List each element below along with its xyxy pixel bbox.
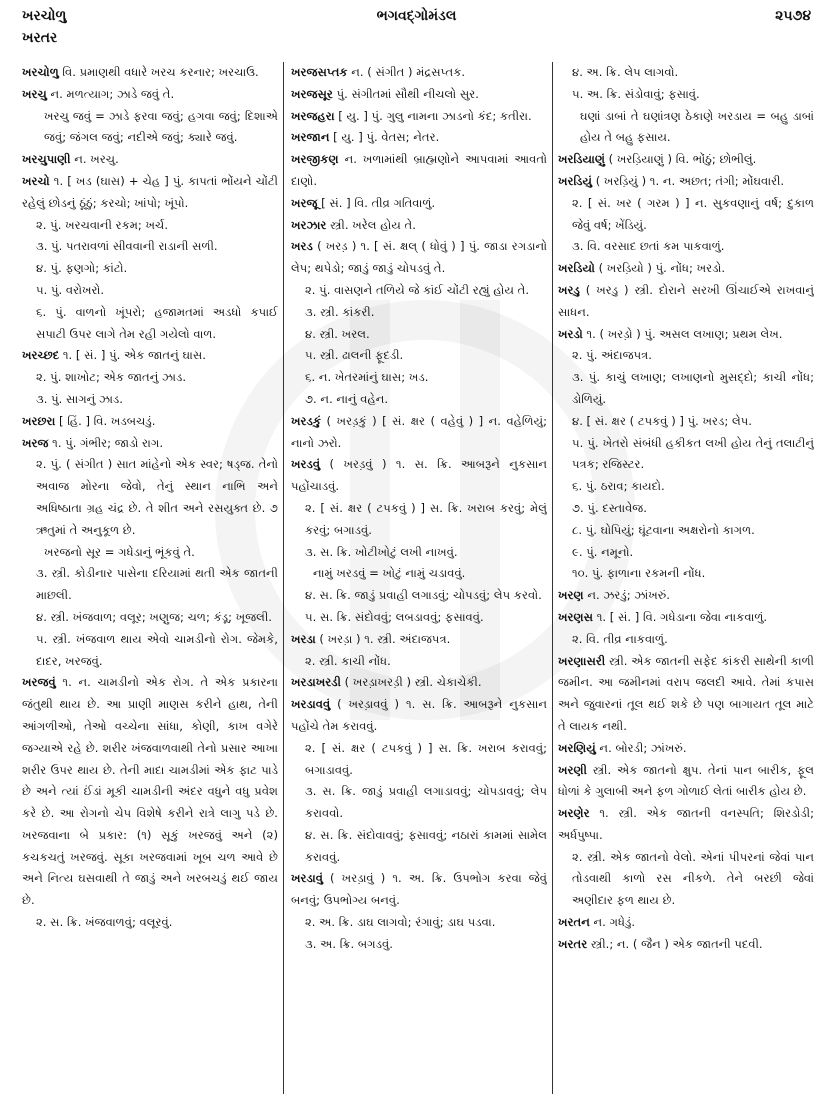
entry-sense: ૬. પું. વાળનો ખૂંપરો; હજામતમાં અડધો કપાઈ સપાટી ઉપર લાગે તેમ રહી ગયેલો વાળ. xyxy=(36,304,278,341)
headword: ખરજવું xyxy=(22,675,56,690)
dictionary-entry: ખરણી સ્ત્રી. એક જાતનો ક્ષુપ. તેનાં પાન બારીક, ફૂલ ધોળાં કે ગુલાબી અને ફળ ગોળાઈ લેતાં બારીક હોય છે. xyxy=(558,762,814,799)
guide-word-last: ખરતર xyxy=(22,30,58,46)
headword: ખરડિયાણું xyxy=(558,152,605,167)
dictionary-entry: ખરડાવવું ( ખરડ઼ાવવું ) ૧. સ. ક્રિ. આબરૂને નુકસાન પહોંચે તેમ કરાવવું. xyxy=(291,697,547,733)
entry-sense: ૧૦. પું. ફાળાના રકમની નોંધ. xyxy=(572,566,706,581)
entry-sense: ૨. સ્ત્રી. એક જાતનો વેલો. એનાં પીપરનાં જેવાં પાન તોડવાથી કાળો રસ નીકળે. તેને બરછી જેવાં અણીદાર ફળ થાય છે. xyxy=(572,849,814,908)
entry-sense: ૭. પું. દસ્તાવેજ. xyxy=(572,500,647,515)
headword: ખરજસપ્તક xyxy=(291,65,348,79)
dictionary-entry: ખરડવું ( ખરડ઼વું ) ૧. સ. ક્રિ. આબરૂને નુકસાન પહોંચાડવું. xyxy=(291,457,547,494)
entry-sense: ૯. પું. નમૂનો. xyxy=(572,544,634,559)
headword: ખરઝાર xyxy=(291,217,327,232)
entry-sense: ૩. સ. ક્રિ. જાડું પ્રવાહી લગાડાવવું; ચોપડાવવું; લેપ કરાવવો. xyxy=(305,784,547,821)
entry-idiom: ઘણાં ડાબાં તે ઘણાંત્રણ ઠેકાણે ખરડાય = બહુ ડાબાં હોય તે બહુ ફસાય. xyxy=(580,108,814,145)
headword: ખરજીકણ xyxy=(291,152,339,167)
headword: ખરજાન xyxy=(291,130,330,145)
entry-sense: ૩. સ્ત્રી. કોડીનાર પાસેના દરિયામાં થતી એક જાતની માછલી. xyxy=(36,566,278,603)
dictionary-entry: ખરણિયું ન. બોરડી; ઝાંખરું. xyxy=(558,740,687,755)
dictionary-entry: ખરતર સ્ત્રી.; ન. ( જૈન ) એક જાતની પદવી. xyxy=(558,936,763,951)
entry-sense: ૨. વિ. તીવ્ર નાકવાળું. xyxy=(572,631,668,646)
headword: ખરડાવું xyxy=(291,871,323,886)
entry-sense: ૨. સ. ક્રિ. ખંજવાળવું; વલૂરવું. xyxy=(36,915,173,930)
dictionary-entry: ખરજસપ્તક ન. ( સંગીત ) મંદ્રસપ્તક. xyxy=(291,65,466,79)
entry-sense: ૫. અ. ક્રિ. સંડોવાવું; ફસાવું. xyxy=(572,86,700,101)
entry-sense: ૨. સ્ત્રી. કાચી નોંધ. xyxy=(305,653,391,668)
headword: ખરણ xyxy=(558,588,584,603)
dictionary-entry: ખરણ ન. ઝરડું; ઝાંખરું. xyxy=(558,588,670,603)
entry-sense: ૫. સ્ત્રી. ઢાલની ફૂદડી. xyxy=(305,348,404,363)
headword: ખરડિયો xyxy=(558,261,595,276)
headword: ખરણસ xyxy=(558,609,594,624)
dictionary-column-2 xyxy=(291,62,547,1096)
dictionary-entry: ખરજ ૧. પું. ગંભીર; જાડો રાગ. xyxy=(22,435,164,450)
headword: ખરજહરા xyxy=(291,108,335,123)
entry-sense: ૭. ન. નાનું વહેન. xyxy=(305,391,389,406)
entry-sense: ૫. પું. ખેતરો સંબંધી હકીકત લખી હોય તેનું તલાટીનું પત્રક; રજિસ્ટર. xyxy=(572,435,814,472)
entry-sense: ૨. પું. શાખોટ; એક જાતનું ઝાડ. xyxy=(36,370,187,385)
entry-sense: ૨. પું. ખરચવાની રકમ; ખર્ચ. xyxy=(36,217,169,232)
headword: ખરછરા xyxy=(22,413,56,428)
dictionary-column-3 xyxy=(558,62,814,1096)
entry-sense: ૨. પું. અંદાજપત્ર. xyxy=(572,348,652,363)
dictionary-entry: ખરછરા [ હિં. ] વિ. ખડબચડું. xyxy=(22,413,156,428)
dictionary-entry: ખરડ ( ખરડ઼ ) ૧. [ સં. ક્ષલ્ ( ધોવું ) ] પું. જાડા રગડાનો લેપ; થપેડો; જાડું જાડું ચોપડવું તે. xyxy=(291,239,547,276)
headword: ખરચ્છદ xyxy=(22,348,60,363)
entry-sense: ૪. સ. ક્રિ. જાડું પ્રવાહી લગાડવું; ચોપડવું; લેપ કરવો. xyxy=(305,588,542,603)
dictionary-entry: ખરણસ ૧. [ સં. ] વિ. ગધેડાના જેવા નાકવાળું. xyxy=(558,609,768,624)
dictionary-entry: ખરજીકણ ન. ખળામાંથી બ્રાહ્મણોને આપવામાં આવતો દાણો. xyxy=(291,152,547,188)
dictionary-entry: ખરડિયો ( ખરડ઼િયો ) પું. નોંધ; ખરડો. xyxy=(558,261,726,276)
dictionary-entry: ખરડાખરડી ( ખરડ઼ાખરડ઼ી ) સ્ત્રી. ચેકાચેકી. xyxy=(291,675,482,690)
entry-sense: ૪. અ. ક્રિ. લેપ લાગવો. xyxy=(572,65,679,79)
entry-sense: ૪. પું. ફણગો; કાંટો. xyxy=(36,261,128,276)
headword: ખરચો xyxy=(22,173,50,188)
headword: ખરડવું xyxy=(291,457,321,472)
dictionary-entry: ખરતન ન. ગધેડું. xyxy=(558,915,636,930)
page-header xyxy=(22,8,811,46)
entry-sense: ૫. સ્ત્રી. ખંજવાળ થાય એવો ચામડીનો રોગ. જેમકે, દાદર, ખરજવું. xyxy=(36,631,278,668)
entry-sense: ૩. વિ. વરસાદ છતાં કમ પાકવાળું. xyxy=(572,239,725,254)
dictionary-entry: ખરચો ૧. [ ખડ (ઘાસ) + ચેહ ] પું. કાપતાં ભોંયને ચોંટી રહેલું છોડનું ઠૂંઠું; કરચો; ખાંપો; ખૂંપો. xyxy=(22,173,278,210)
headword: ખરડ xyxy=(291,239,313,254)
dictionary-entry: ખરઝાર સ્ત્રી. ખરેલ હોય તે. xyxy=(291,217,416,232)
entry-sense: ૨. [ સં. ખર ( ગરમ ) ] ન. સુકવણાનું વર્ષ; દુકાળ જેવું વર્ષ; ખેંડિયું. xyxy=(572,195,814,232)
headword: ખરડો xyxy=(558,326,583,341)
dictionary-column-1 xyxy=(22,62,278,1096)
headword: ખરડકું xyxy=(291,413,322,428)
page-number: ૨૫૭૪ xyxy=(775,8,811,24)
entry-idiom: ખરજનો સૂર = ગધેડાનું ભૂંકવું તે. xyxy=(44,544,195,559)
dictionary-entry: ખરજવું ૧. ન. ચામડીનો એક રોગ. તે એક પ્રકારના જંતુથી થાય છે. આ પ્રાણી માણસ કરીને હાથ, તેની આંગળીઓ, તેઓ વચ્ચેના સાંધા, કોણી, કાખ વગેરે જગ્યાએ રહે છે. શરીર ખંજવાળવાથી તેનો પ્રસાર આખા શરીર ઉપર થાય છે. તેની માદા ચામડીમાં એક ફાટ પાડે છે અને ત્યાં ઈંડાં મૂકી ચામડીની અંદર વધુને વધુ પ્રવેશ કરે છે. આ રોગનો ચેપ વિશેષે કરીને રાત્રે લાગુ પડે છે. ખરજવાના બે પ્રકાર: (૧) સૂકું ખરજવું અને (૨) કચકચતું ખરજવું. સૂકા ખરજવામાં ખૂબ ચળ આવે છે અને નિત્ય ઘસવાથી તે જાડું અને ખરબચડું થઈ જાય છે. xyxy=(22,675,278,908)
entry-sense: ૩. પું. સાગનું ઝાડ. xyxy=(36,391,123,406)
entry-sense: ૨. [ સં. ક્ષર ( ટપકવું ) ] સ. ક્રિ. ખરાબ કરવું; મેલું કરવું; બગાડવું. xyxy=(305,500,547,537)
entry-sense: ૨. પું. વાસણને તળિયે જે કાંઈ ચોંટી રહ્યું હોય તે. xyxy=(305,282,530,297)
entry-sense: ૫. સ. ક્રિ. સંદોવવું; લબડાવવું; ફસાવવું. xyxy=(305,609,484,624)
dictionary-entry: ખરડા ( ખરડ઼ા ) ૧. સ્ત્રી. અંદાજપત્ર. xyxy=(291,631,451,646)
dictionary-entry: ખરણેર ૧. સ્ત્રી. એક જાતની વનસ્પતિ; શિરડોડી; અર્ધપુષ્પા. xyxy=(558,806,814,842)
headword: ખરડા xyxy=(291,631,316,646)
headword: ખરચુપાણી xyxy=(22,152,71,167)
entry-sense: ૬. પું. ઠરાવ; કાયદો. xyxy=(572,479,665,494)
headword: ખરડુ xyxy=(558,282,580,297)
column-divider xyxy=(552,62,553,1094)
dictionary-entry: ખરડુ ( ખરડ઼ુ ) સ્ત્રી. દોરાને સરખી ઊંચાઈએ રાખવાનું સાધન. xyxy=(558,282,814,319)
headword: ખરણી xyxy=(558,762,587,777)
dictionary-entry: ખરચુપાણી ન. ખરચુ. xyxy=(22,152,119,167)
headword: ખરચોળુ xyxy=(22,65,59,79)
entry-sense: ૮. પું. ઘોપિયું; ઘૂંટવાના અક્ષરોનો કાગળ. xyxy=(572,522,755,537)
headword: ખરજસૂર xyxy=(291,86,333,101)
dictionary-entry: ખરડિયું ( ખરડ઼િયું ) ૧. ન. અછત; તંગી; મોંઘવારી. xyxy=(558,173,785,188)
entry-sense: ૩. સ્ત્રી. કાંકરી. xyxy=(305,304,375,319)
entry-idiom: નામું ખરડવું = ખોટું નામું ચડાવવું. xyxy=(313,566,466,581)
entry-sense: ૪. [ સં. ક્ષર ( ટપકવું ) ] પું. ખરડ; લેપ. xyxy=(572,413,752,428)
entry-sense: ૨. [ સં. ક્ષર ( ટપકવું ) ] સ. ક્રિ. ખરાબ કરાવવું; બગાડાવવું. xyxy=(305,740,547,777)
headword: ખરચુ xyxy=(22,86,47,101)
dictionary-entry: ખરડો ૧. ( ખરડ઼ો ) પું. અસલ લખાણ; પ્રથમ લેખ. xyxy=(558,326,783,341)
entry-sense: ૨. અ. ક્રિ. ડાઘ લાગવો; રંગાવું; ડાઘ પડવા. xyxy=(305,915,496,930)
column-divider xyxy=(283,62,284,1094)
headword: ખરડિયું xyxy=(558,173,593,188)
entry-sense: ૩. પું. કાચું લખાણ; લખાણનો મુસદ્દો; કાચી નોંધ; ડોળિયું. xyxy=(572,370,814,406)
dictionary-entry: ખરજાન [ યુ. ] પું. વેતસ; નેતર. xyxy=(291,130,440,145)
headword: ખરડાખરડી xyxy=(291,675,341,690)
dictionary-entry: ખરચુ ન. મળત્યાગ; ઝાડે જવું તે. xyxy=(22,86,175,101)
book-title: ભગવદ્ગોમંડલ xyxy=(376,8,457,24)
headword: ખરજૂ xyxy=(291,195,318,210)
dictionary-entry: ખરજહરા [ યુ. ] પું. ગુલુ નામના ઝાડનો કંદ; કતીરા. xyxy=(291,108,532,123)
entry-sense: ૩. પું. પતરાવળાં સીવવાની રાડાની સળી. xyxy=(36,239,218,254)
dictionary-entry: ખરજૂ [ સં. ] વિ. તીવ્ર ગતિવાળું. xyxy=(291,195,436,210)
dictionary-entry: ખરડાવું ( ખરડ઼ાવું ) ૧. અ. ક્રિ. ઉપભોગ કરવા જેવું બનવું; ઉપભોગ્ય બનવું. xyxy=(291,871,547,908)
entry-sense: ૪. સ્ત્રી. ખંજવાળ; વલૂર; ખણુજ; ચળ; કંડૂ; ખૂજલી. xyxy=(36,609,272,624)
entry-idiom: ખરચુ જવું = ઝાડે ફરવા જવું; હગવા જવું; દિશાએ જવું; જંગલ જવું; નદીએ જવું; ક્યારે જવું. xyxy=(44,108,278,145)
dictionary-entry: ખરચ્છદ ૧. [ સં. ] પું. એક જાતનું ઘાસ. xyxy=(22,348,206,363)
headword: ખરણિયું xyxy=(558,740,596,755)
entry-sense: ૫. પું. વરોખરો. xyxy=(36,282,105,297)
dictionary-entry: ખરડકું ( ખરડ઼કું ) [ સં. ક્ષર ( વહેવું ) ] ન. વહેળિયું; નાનો ઝરો. xyxy=(291,413,547,450)
headword: ખરડાવવું xyxy=(291,697,331,712)
dictionary-entry: ખરડિયાણું ( ખરડ઼િયાણું ) વિ. ભોંઠું; છોભીલું. xyxy=(558,152,757,167)
entry-sense: ૬. ન. ખેતરમાંનું ઘાસ; ખડ. xyxy=(305,370,429,385)
headword: ખરજ xyxy=(22,435,49,450)
headword: ખરતન xyxy=(558,915,590,930)
entry-sense: ૨. પું. ( સંગીત ) સાત માંહેનો એક સ્વર; ષડ્જ. તેનો અવાજ મોરના જેવો, તેનું સ્થાન નાભિ અને અધિષ્ઠાતા ગ્રહ ચંદ્ર છે. તે શીત અને રસયુક્ત છે. ૭ ઋતુમાં તે અનુકૂળ છે. xyxy=(36,457,278,537)
dictionary-entry: ખરજસૂર પું. સંગીતમાં સૌથી નીચલો સુર. xyxy=(291,86,479,101)
entry-sense: ૪. સ્ત્રી. ખરલ. xyxy=(305,326,370,341)
entry-sense: ૩. અ. ક્રિ. બગડવું. xyxy=(305,936,393,951)
entry-sense: ૩. સ. ક્રિ. ખોટીખોટું લખી નાખવું. xyxy=(305,544,458,559)
headword: ખરણાસરી xyxy=(558,653,606,668)
entry-sense: ૪. સ. ક્રિ. સંદોવાવવું; ફસાવવું; નઠારાં કામમાં સામેલ કરાવવું. xyxy=(305,827,547,864)
dictionary-entry: ખરણાસરી સ્ત્રી. એક જાતની સફેદ કાંકરી સાથેની કાળી જમીન. આ જમીનમાં વરાપ જલદી આવે. તેમાં કપાસ અને જુવારનાં તૂલ થઈ શકે છે પણ બાગાયત તૂલ માટે તે લાયક નથી. xyxy=(558,653,814,733)
dictionary-entry: ખરચોળુ વિ. પ્રમાણથી વધારે ખરચ કરનાર; ખરચાઉ. xyxy=(22,65,259,79)
headword: ખરણેર xyxy=(558,806,590,821)
headword: ખરતર xyxy=(558,936,588,951)
guide-word-first: ખરચોળુ xyxy=(22,8,67,24)
